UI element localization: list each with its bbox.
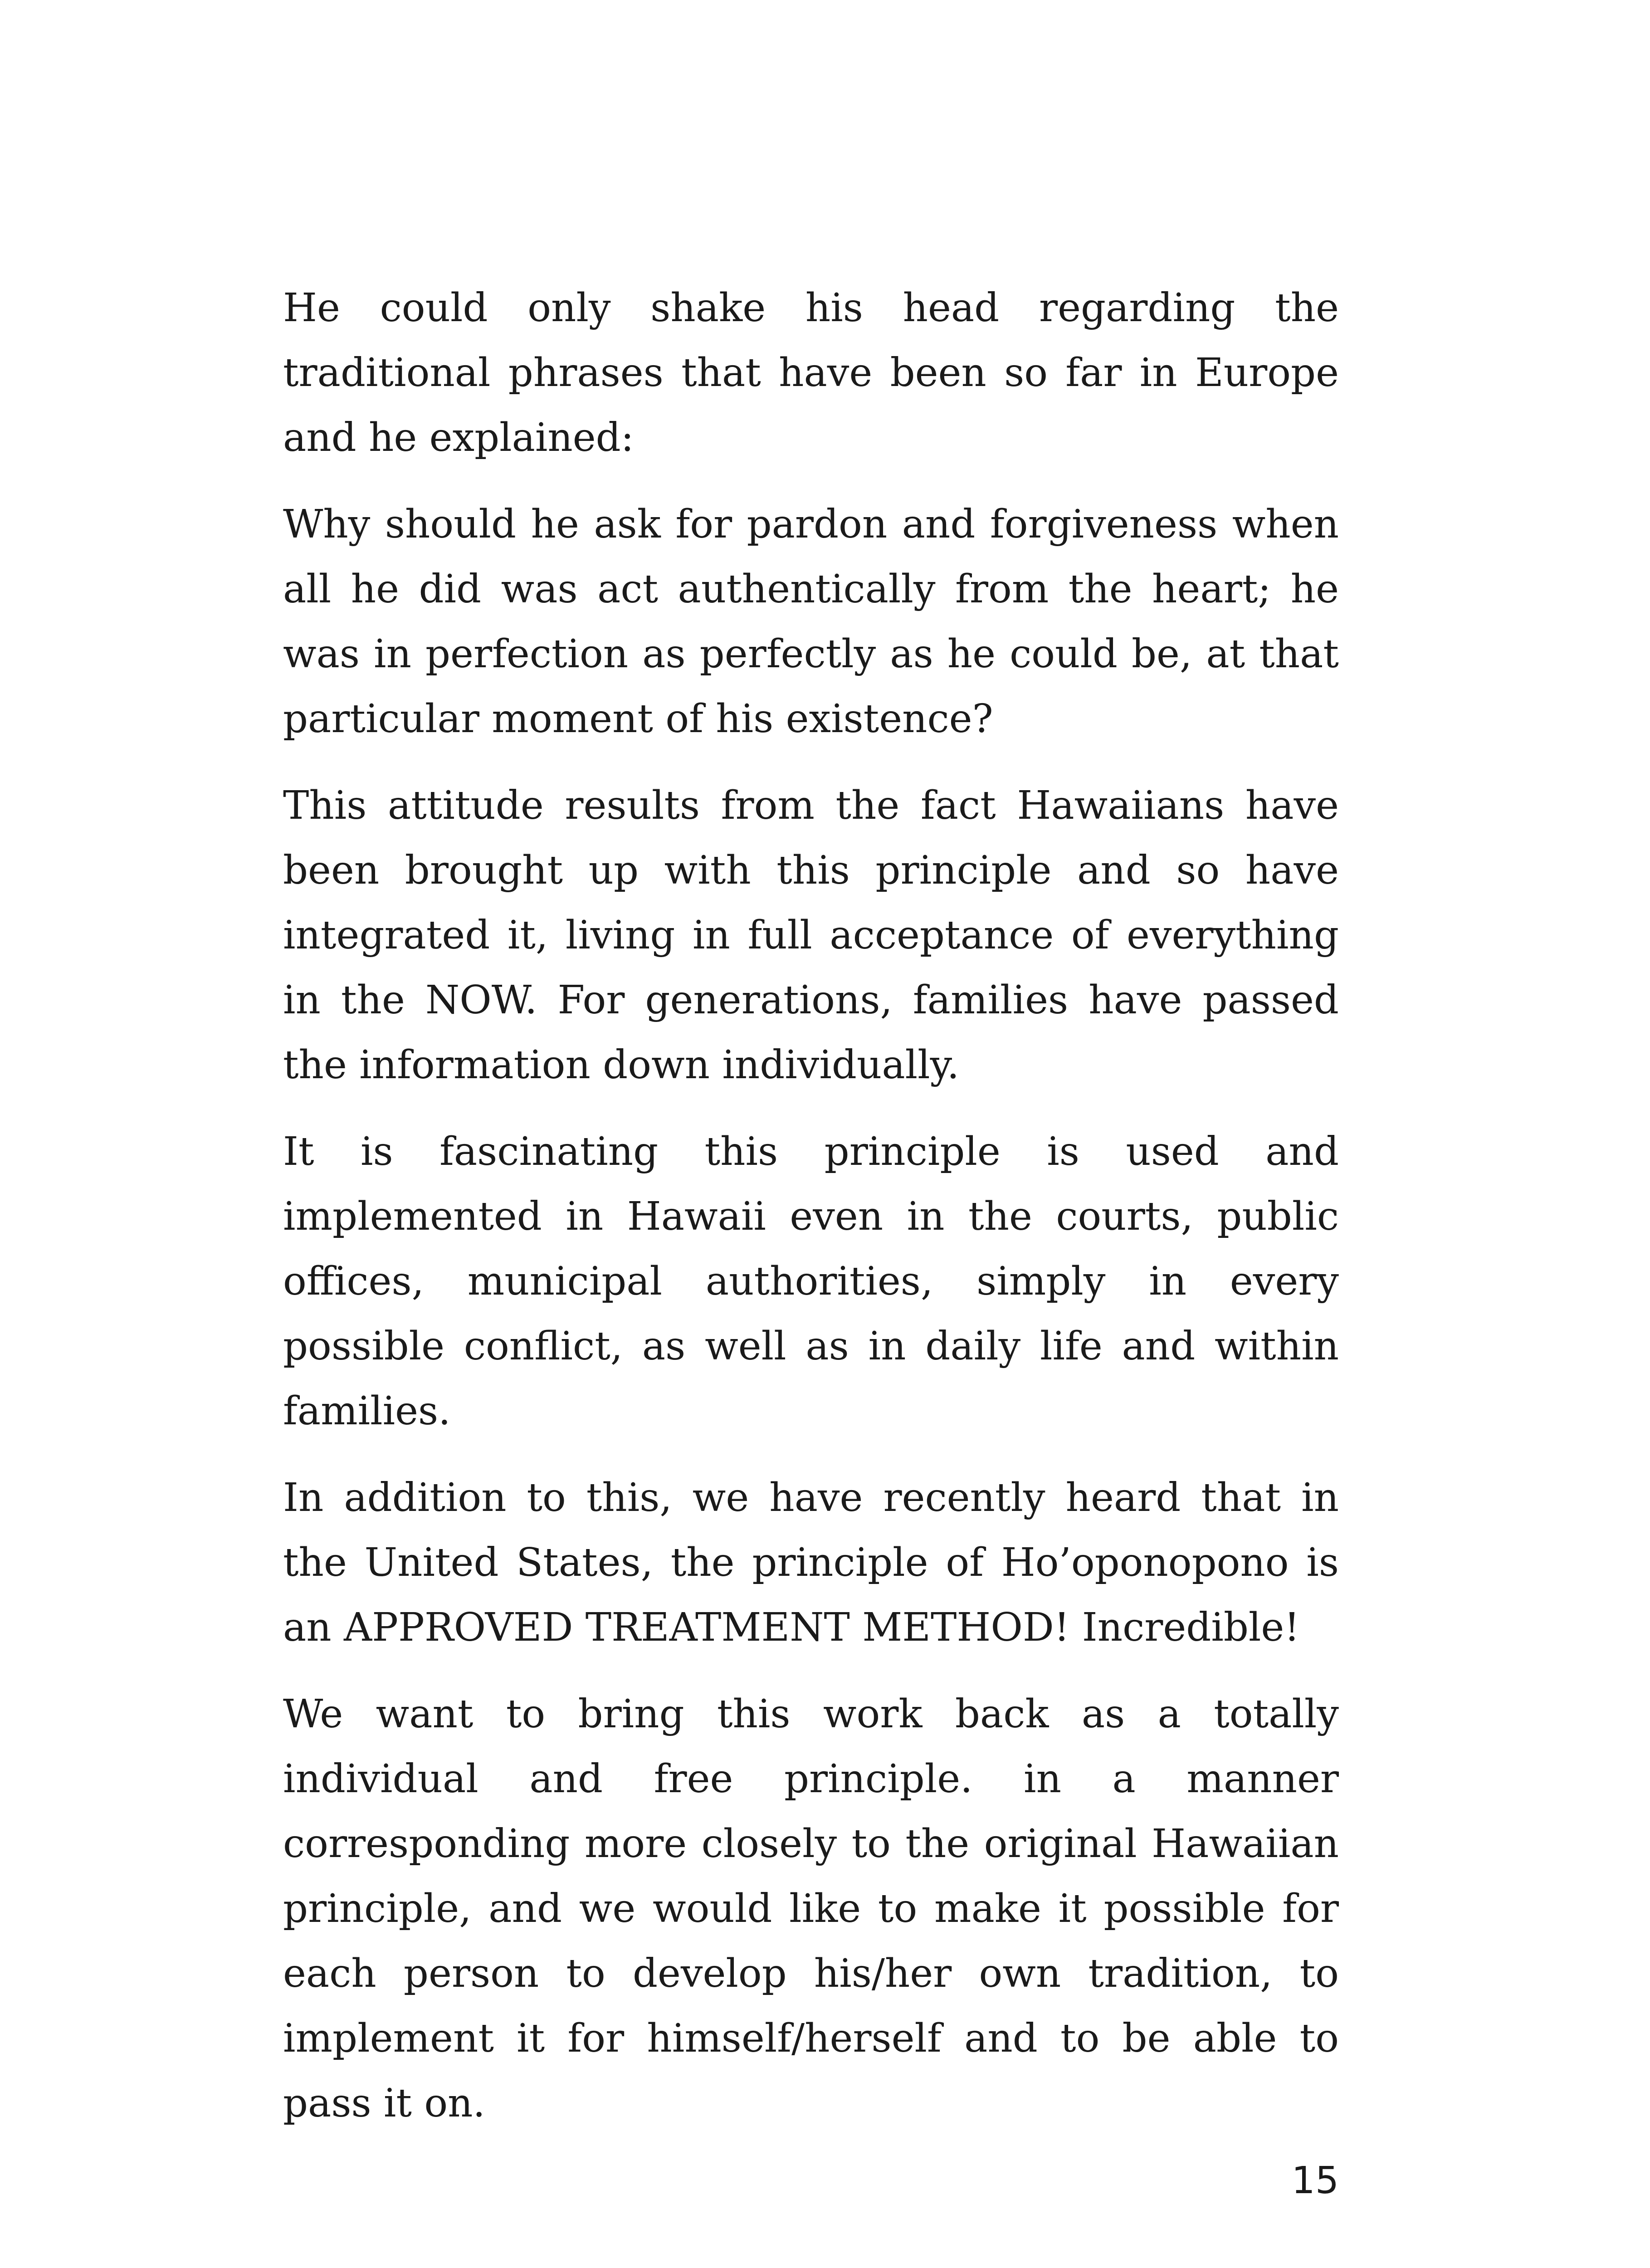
paragraph-3: This attitude results from the fact Hawaiians have been brought up with this principle and so have integrated it, living in full acceptance of everything in the NOW. For generations, families have passed the information down individually. xyxy=(283,783,1339,1088)
paragraph-2: Why should he ask for pardon and forgiveness when all he did was act authentically from the heart; he was in perfection as perfectly as he could be, at that particular moment of his existence? xyxy=(283,502,1339,742)
paragraph-5: In addition to this, we have recently heard that in the United States, the principle of Ho’oponopono is an APPROVED TREATMENT METHOD! Incredible! xyxy=(283,1475,1339,1650)
paragraph-1: He could only shake his head regarding the traditional phrases that have been so far in Europe and he explained: xyxy=(283,285,1339,460)
body-text xyxy=(283,276,1339,2158)
paragraph-6: We want to bring this work back as a totally individual and free principle. in a manner corresponding more closely to the original Hawaiian principle, and we would like to make it possible for each person to develop his/her own tradition, to implement it for himself/herself and to be able to pass it on. xyxy=(283,1691,1339,2126)
page-number: 15 xyxy=(1291,2159,1339,2202)
paragraph-4: It is fascinating this principle is used and implemented in Hawaii even in the courts, public offices, municipal authorities, simply in every possible conflict, as well as in daily life and within families. xyxy=(283,1129,1339,1434)
